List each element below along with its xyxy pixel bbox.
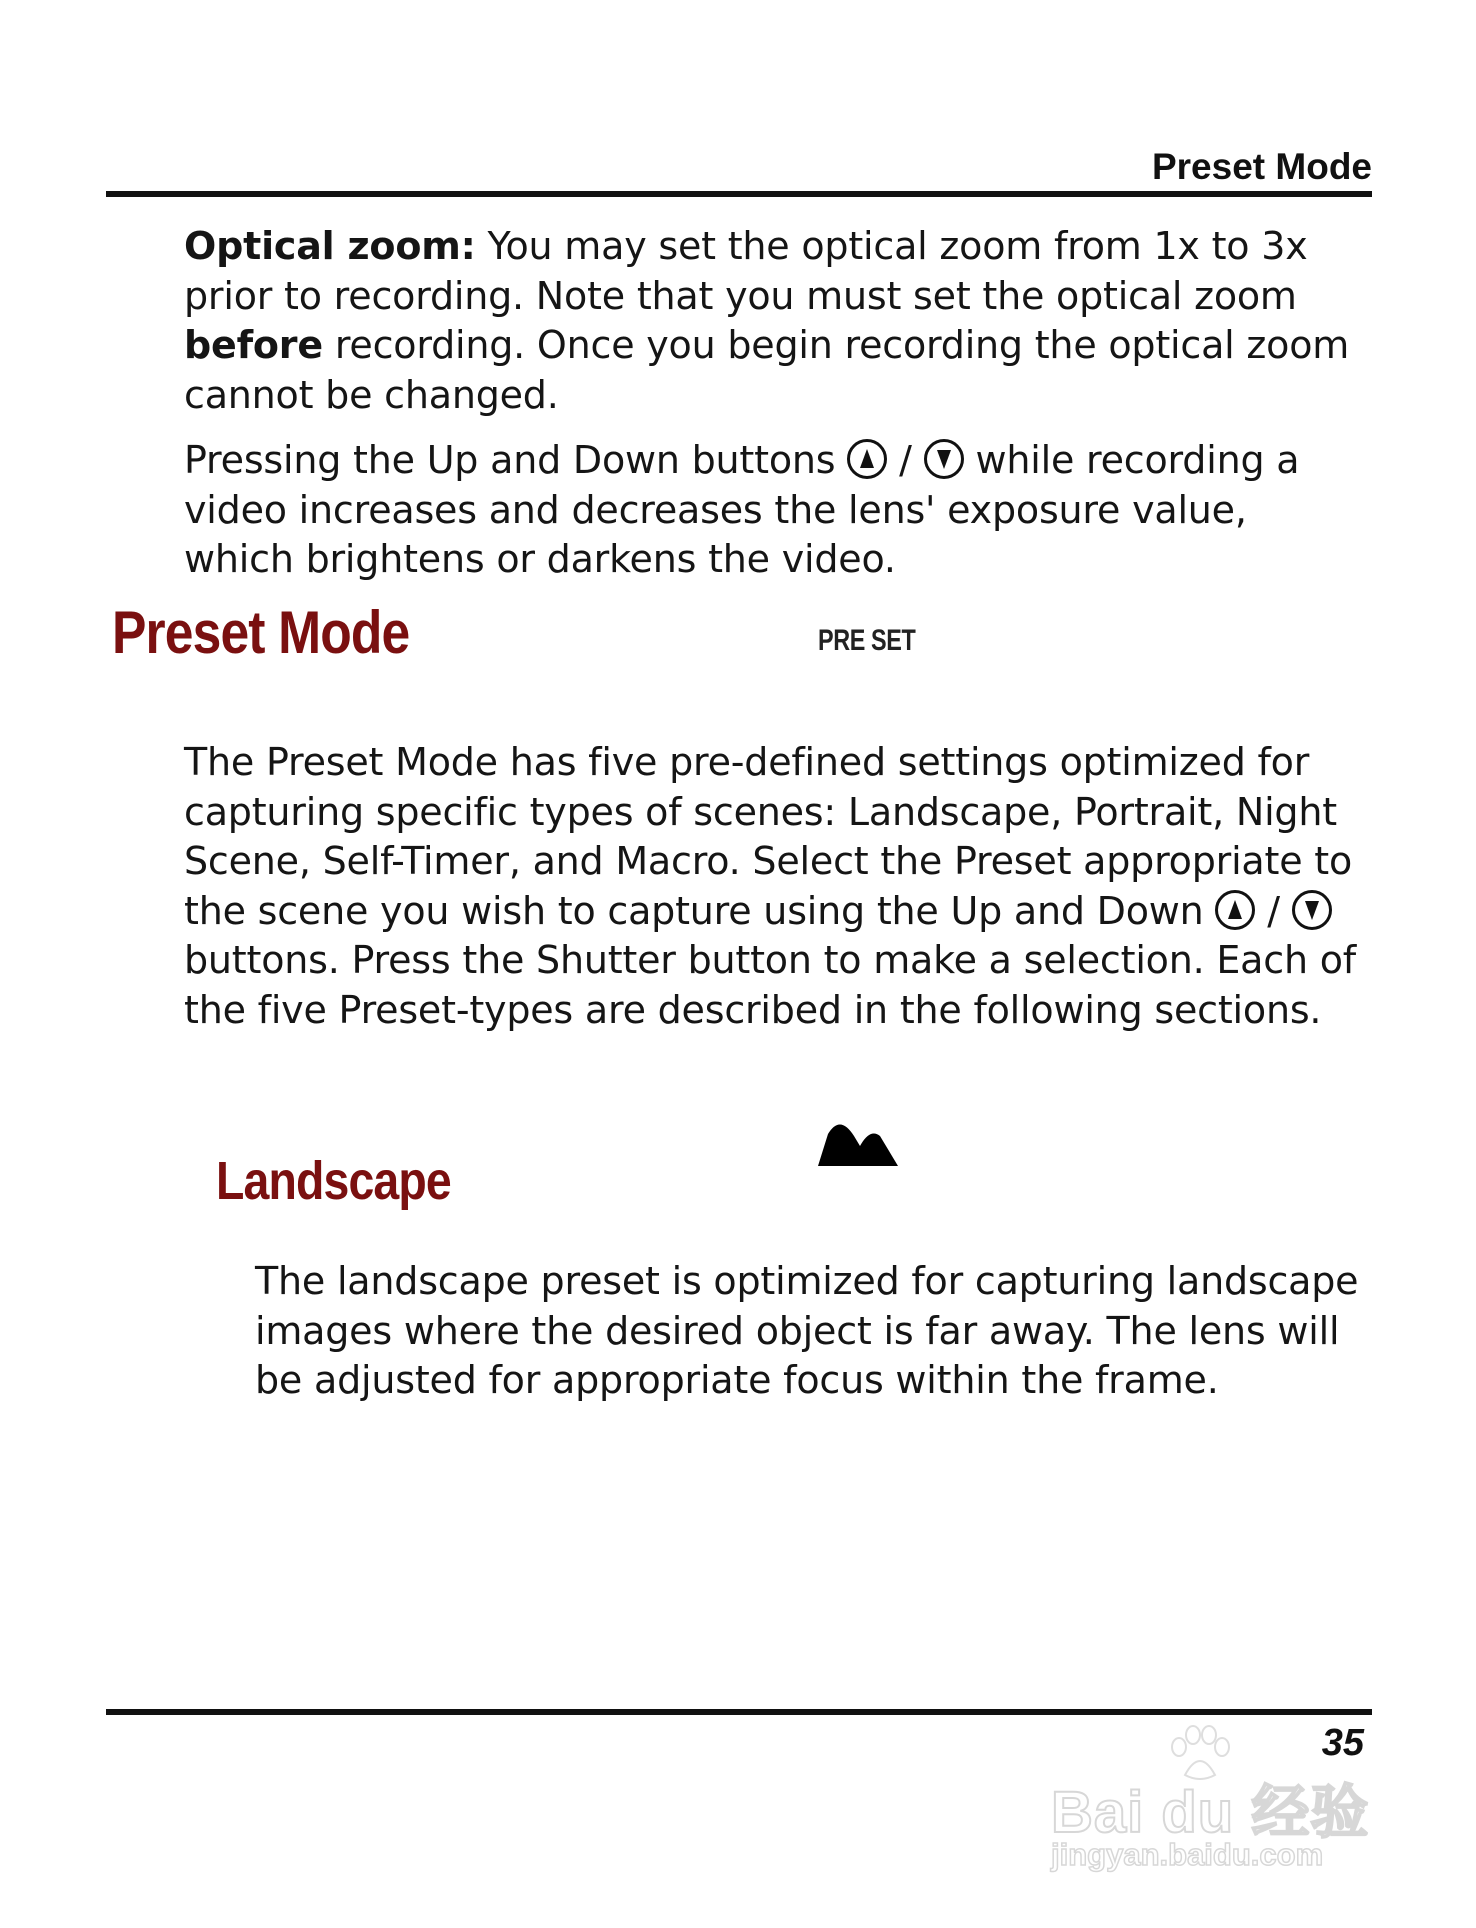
up-button-icon [1215,890,1255,930]
baidu-watermark [1045,1725,1391,1885]
landscape-paragraph [255,1257,1375,1406]
optical-zoom-paragraph [184,222,1364,420]
watermark-url: jingyan.baidu.com [1051,1837,1324,1872]
preset-text-2: buttons. Press the Shutter button to make a selection. Each of the five Preset-types are described in the following sections. [184,938,1356,1032]
exposure-text-1: Pressing the Up and Down buttons [184,438,848,482]
preset-mode-heading: Preset Mode [112,599,410,666]
exposure-separator: / [887,438,924,482]
running-header-title: Preset Mode [1151,146,1372,187]
before-emphasis: before [184,323,323,367]
down-button-icon [924,439,964,479]
optical-zoom-text-2: recording. Once you begin recording the optical zoom cannot be changed. [184,323,1350,417]
preset-mode-icon-label: PRE SET [818,624,916,657]
optical-zoom-label: Optical zoom: [184,224,476,268]
exposure-paragraph [184,436,1364,585]
preset-separator: / [1255,888,1292,933]
header-rule [106,191,1372,197]
mountain-icon [818,1118,898,1166]
footer-rule [106,1709,1372,1715]
preset-text-1: The Preset Mode has five pre-defined settings optimized for capturing specific types of scenes: Landscape, Portrait, Night Scene, Self-Timer, and Macro. Select the Preset appropriate to the scene you wish to capture using the Up and Down [184,740,1353,933]
landscape-text: The landscape preset is optimized for capturing landscape images where the desired object is far away. The lens will be adjusted for appropriate focus within the frame. [255,1259,1359,1402]
watermark-brand: Bai du 经验 [1051,1780,1370,1845]
down-button-icon [1292,890,1332,930]
up-button-icon [847,439,887,479]
landscape-heading: Landscape [216,1151,451,1211]
preset-mode-paragraph [184,738,1364,1035]
page-number: 35 [1321,1722,1364,1764]
exposure-text-2: while recording a video increases and decreases the lens' exposure value, which brightens or darkens the video. [184,438,1300,581]
optical-zoom-text-1: You may set the optical zoom from 1x to 3x prior to recording. Note that you must set the optical zoom [184,224,1308,318]
